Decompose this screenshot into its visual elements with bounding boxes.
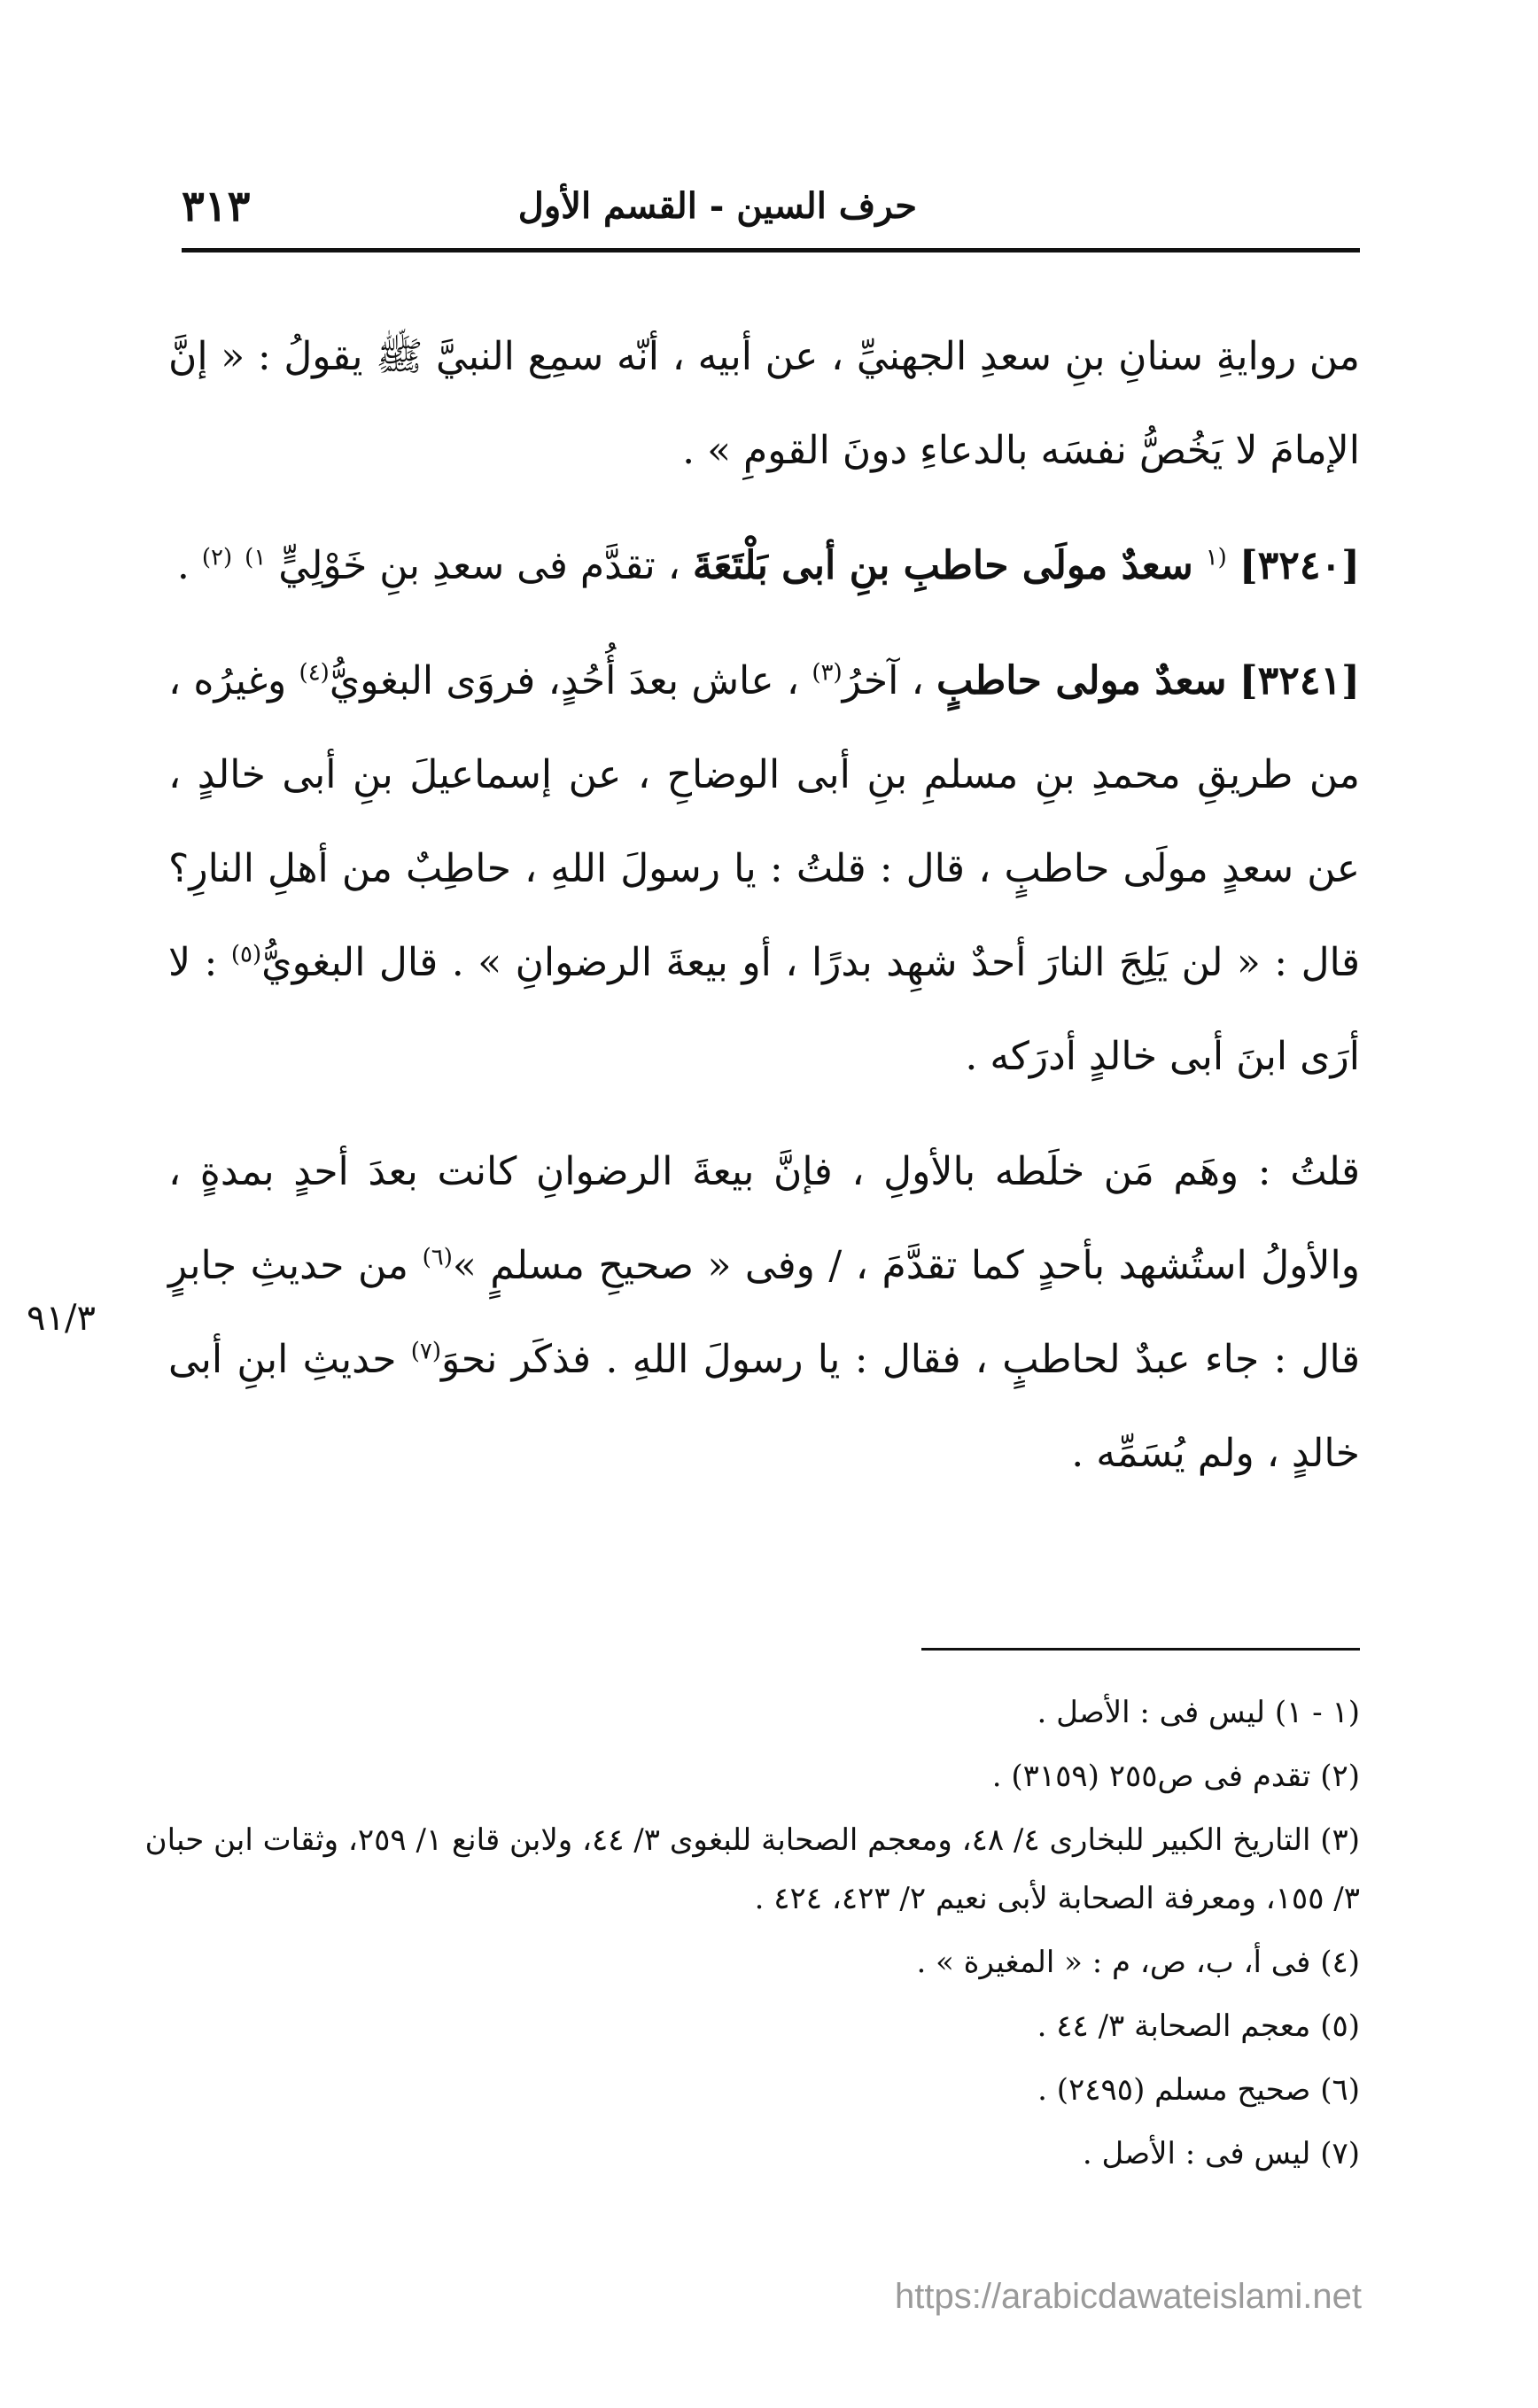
footnote-ref: (٤): [299, 659, 330, 687]
footnote-ref: (٢): [201, 544, 233, 571]
commentary-text: من حديثِ جابرٍ قال : جاء عبدٌ لحاطبٍ ، فقال : يا رسولَ اللهِ . فذكَر نحوَ: [168, 1243, 1360, 1382]
footnote-ref: ١): [245, 544, 267, 571]
page-header: [182, 182, 1360, 244]
entry-text: ، عاش بعدَ أُحُدٍ، فروَى البغويُّ: [329, 658, 800, 703]
entry-3240: [168, 519, 1360, 613]
commentary-text: حديثِ ابنِ أبى خالدٍ ، ولم يُسَمِّه .: [168, 1337, 1360, 1476]
entry-text: : لا أرَى ابنَ أبى خالدٍ أدرَكه .: [168, 940, 1360, 1079]
running-title: حرف السين - القسم الأول: [517, 185, 917, 227]
page-number: ٣١٣: [182, 182, 251, 231]
footnote-4: (٤) فى أ، ب، ص، م : « المغيرة » .: [916, 1945, 1360, 1980]
footnote-5: (٥) معجم الصحابة ٣/ ٤٤ .: [1037, 2008, 1360, 2044]
footnote-ref: (٣): [812, 659, 843, 687]
footnote-7: (٧) ليس فى : الأصل .: [1082, 2136, 1360, 2171]
watermark-url: https://arabicdawateislami.net: [895, 2277, 1362, 2316]
entry-end: .: [176, 543, 190, 588]
main-text: [168, 310, 1360, 1522]
header-rule: [182, 248, 1360, 252]
footnote-3: (٣) التاريخ الكبير للبخارى ٤/ ٤٨، ومعجم الصحابة للبغوى ٣/ ٤٤، ولابن قانع ١/ ٢٥٩، وثقات ابن حبان ٣/ ١٥٥، ومعرفة الصحابة لأبى نعيم ٢/ ٤٢٣، ٤٢٤ .: [144, 1822, 1360, 1916]
footnote-1: (١ - ١) ليس فى : الأصل .: [1037, 1695, 1360, 1730]
footnote-2: (٢) تقدم فى ص٢٥٥ (٣١٥٩) .: [991, 1759, 1360, 1794]
footnote-ref: (٥): [230, 941, 262, 968]
footnote-ref: (٦): [422, 1244, 453, 1271]
entry-text: وغيرُه ، من طريقِ محمدِ بنِ مسلمِ بنِ أبى الوضاحِ ، عن إسماعيلَ بنِ أبى خالدٍ ، عن سعدٍ مولَى حاطبٍ ، قال : قلتُ : يا رسولَ اللهِ ، حاطِبٌ من أهلِ النارِ؟ قال : « لن يَلِجَ النارَ أحدٌ شهِد بدرًا ، أو بيعةَ الرضوانِ » . قال البغويُّ: [168, 658, 1360, 985]
footnote-6: (٦) صحيح مسلم (٢٤٩٥) .: [1037, 2072, 1360, 2108]
entry-text: ، آخرُ: [842, 658, 924, 703]
footnote-rule: [921, 1648, 1360, 1651]
entry-name: سعدٌ مولى حاطبٍ: [936, 658, 1227, 703]
commentary-text: قلتُ : وهَم مَن خلَطه بالأولِ ، فإنَّ بيعةَ الرضوانِ كانت بعدَ أحدٍ بمدةٍ ، والأولُ استُشهد بأحدٍ كما تقدَّمَ ، / وفى « صحيحِ مسلمٍ »: [168, 1149, 1360, 1288]
entry-number: [٣٢٤١]: [1239, 658, 1360, 703]
entry-3241: [168, 634, 1360, 1104]
footnote-ref: (١: [1205, 544, 1227, 571]
entry-number: [٣٢٤٠]: [1239, 543, 1360, 588]
entry-name: سعدٌ مولَى حاطبِ بنِ أبى بَلْتَعَةَ: [692, 543, 1193, 588]
footnotes: [133, 1683, 1360, 2188]
footnote-ref: (٧): [410, 1338, 442, 1365]
entry-text: ، تقدَّم فى سعدِ بنِ خَوْلِيٍّ: [278, 543, 680, 588]
paragraph-1: من روايةِ سنانِ بنِ سعدِ الجهنيِّ ، عن أبيه ، أنّه سمِع النبيَّ ﷺ يقولُ : « إنَّ الإمامَ لا يَخُصُّ نفسَه بالدعاءِ دونَ القومِ » .: [168, 334, 1360, 473]
commentary-paragraph: [168, 1125, 1360, 1501]
margin-reference: ٩١/٣: [27, 1298, 96, 1339]
